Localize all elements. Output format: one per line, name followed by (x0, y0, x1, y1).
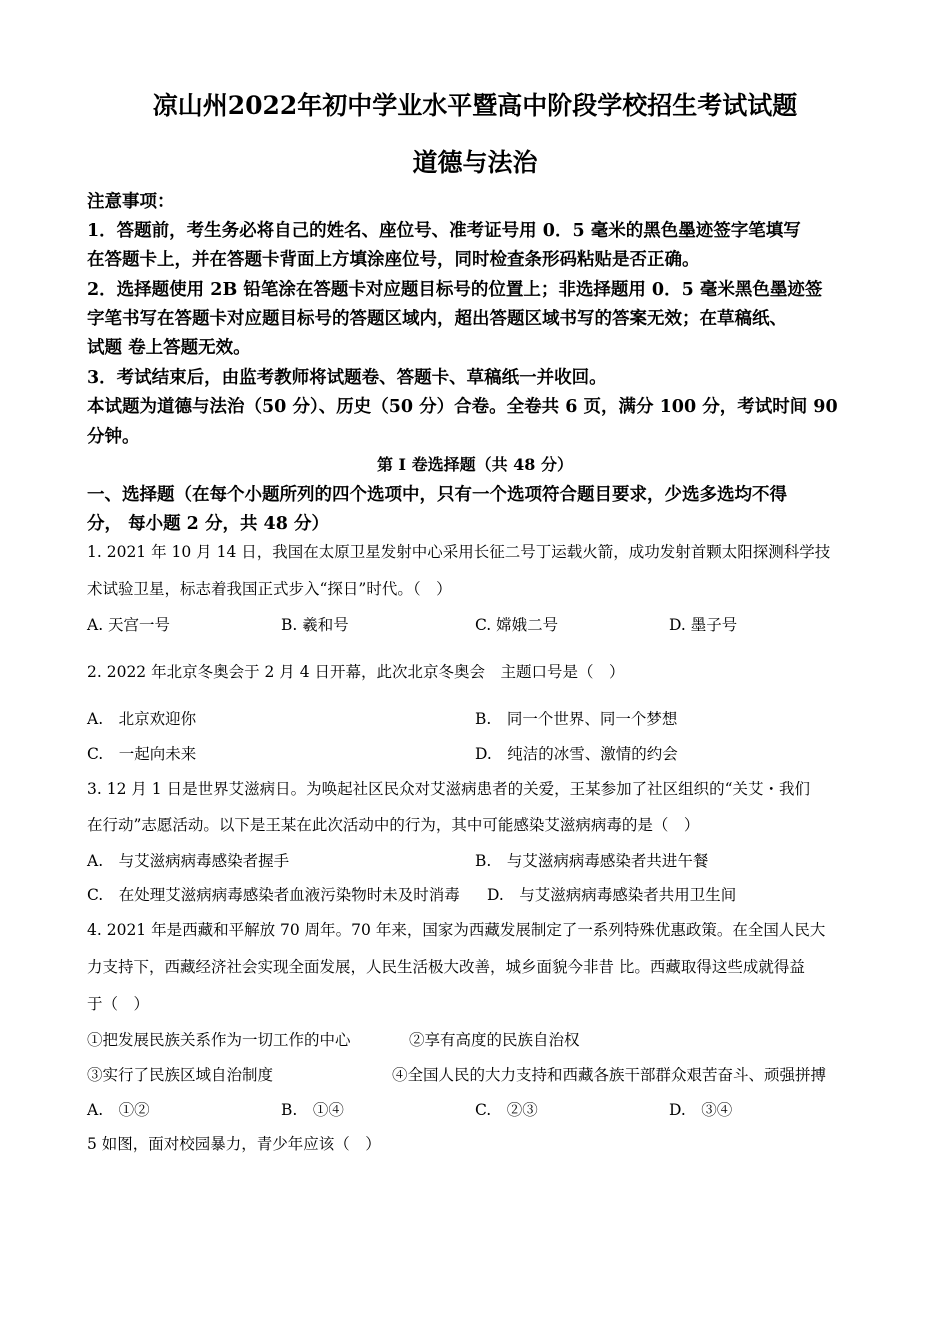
question-3-text: 3. 12 月 1 日是世界艾滋病日。为唤起社区民众对艾滋病患者的关爱，王某参加了社区组织的“关艾・我们 (87, 780, 811, 798)
question-4-statement-1: ①把发展民族关系作为一切工作的中心 (87, 1031, 351, 1049)
question-2-option-a: A. 北京欢迎你 (87, 710, 197, 728)
notice-line: 1．答题前，考生务必将自己的姓名、座位号、准考证号用 0．5 毫米的黑色墨迹签字笔填写 (87, 221, 801, 241)
question-3-text: 在行动”志愿活动。以下是王某在此次活动中的行为，其中可能感染艾滋病病毒的是（ ） (87, 816, 700, 834)
notice-line: 字笔书写在答题卡对应题目标号的答题区域内，超出答题区域书写的答案无效；在草稿纸、 (87, 309, 787, 329)
section-instruction: 一、选择题（在每个小题所列的四个选项中，只有一个选项符合题目要求，少选多选均不得 (87, 485, 787, 505)
section-title: 第 I 卷选择题（共 48 分） (376, 455, 574, 474)
notice-line: 试题 卷上答题无效。 (87, 338, 251, 358)
question-2-text: 2. 2022 年北京冬奥会于 2 月 4 日开幕，此次北京冬奥会 主题口号是（ ） (87, 663, 625, 681)
question-4-text: 4. 2021 年是西藏和平解放 70 周年。70 年来，国家为西藏发展制定了一系列特殊优惠政策。在全国人民大 (87, 921, 826, 939)
notice-line: 本试题为道德与法治（50 分）、历史（50 分）合卷。全卷共 6 页，满分 100 分，考试时间 90 (87, 397, 838, 417)
question-4-text: 力支持下，西藏经济社会实现全面发展，人民生活极大改善，城乡面貌今非昔 比。西藏取得这些成就得益 (87, 958, 805, 976)
question-1-option-c: C. 嫦娥二号 (475, 616, 559, 634)
question-3-option-c: C. 在处理艾滋病病毒感染者血液污染物时未及时消毒 (87, 886, 460, 904)
question-2-option-d: D. 纯洁的冰雪、激情的约会 (475, 745, 678, 763)
question-1-text: 术试验卫星，标志着我国正式步入“探日”时代。（ ） (87, 580, 452, 598)
exam-title: 凉山州2022年初中学业水平暨高中阶段学校招生考试试题 (152, 91, 798, 120)
question-1-option-a: A. 天宫一号 (87, 616, 171, 634)
question-2-option-b: B. 同一个世界、同一个梦想 (475, 710, 678, 728)
subject-title: 道德与法治 (412, 148, 538, 177)
question-1-option-b: B. 羲和号 (281, 616, 349, 634)
notice-line: 3．考试结束后，由监考教师将试题卷、答题卡、草稿纸一并收回。 (87, 368, 607, 388)
notice-line: 在答题卡上，并在答题卡背面上方填涂座位号，同时检查条形码粘贴是否正确。 (87, 250, 700, 270)
question-5-text: 5 如图，面对校园暴力，青少年应该（ ） (87, 1135, 381, 1153)
question-4-text: 于（ ） (87, 995, 150, 1013)
question-4-statement-3: ③实行了民族区域自治制度 (87, 1066, 274, 1084)
question-4-option-d: D. ③④ (669, 1101, 733, 1119)
question-3-option-d: D. 与艾滋病病毒感染者共用卫生间 (487, 886, 737, 904)
question-4-statement-2: ②享有高度的民族自治权 (409, 1031, 580, 1049)
question-1-text: 1. 2021 年 10 月 14 日，我国在太原卫星发射中心采用长征二号丁运载火箭，成功发射首颗太阳探测科学技 (87, 543, 831, 561)
question-4-option-a: A. ①② (87, 1101, 150, 1119)
question-4-option-c: C. ②③ (475, 1101, 538, 1119)
notice-line: 分钟。 (87, 427, 140, 447)
question-2-option-c: C. 一起向未来 (87, 745, 197, 763)
question-3-option-a: A. 与艾滋病病毒感染者握手 (87, 852, 290, 870)
question-4-statement-4: ④全国人民的大力支持和西藏各族干部群众艰苦奋斗、顽强拼搏 (392, 1066, 827, 1084)
question-4-option-b: B. ①④ (281, 1101, 344, 1119)
notice-line: 2．选择题使用 2B 铅笔涂在答题卡对应题目标号的位置上；非选择题用 0．5 毫米黑色墨迹签 (87, 280, 823, 300)
question-3-option-b: B. 与艾滋病病毒感染者共进午餐 (475, 852, 709, 870)
question-1-option-d: D. 墨子号 (669, 616, 738, 634)
section-instruction: 分， 每小题 2 分，共 48 分） (87, 514, 329, 534)
notice-heading: 注意事项： (87, 192, 175, 212)
